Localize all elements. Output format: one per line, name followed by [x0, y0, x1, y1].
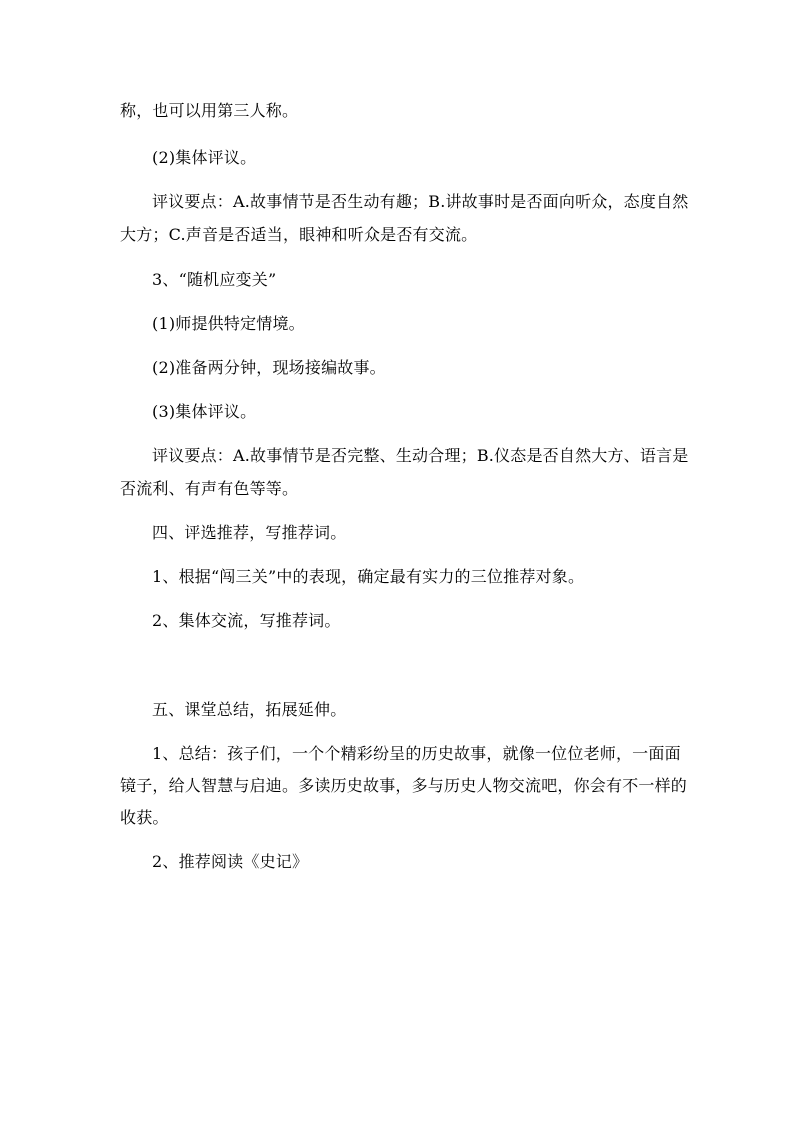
- paragraph-summary-line-2: 镜子，给人智慧与启迪。多读历史故事，多与历史人物交流吧，你会有不一样的: [120, 776, 688, 795]
- paragraph-recommended-reading: 2、推荐阅读《史记》: [152, 852, 309, 871]
- paragraph-review-points-1-line-2: 大方；C.声音是否适当，眼神和听众是否有交流。: [120, 225, 478, 244]
- paragraph-section-3-heading: 3、“随机应变关”: [152, 270, 277, 289]
- paragraph-review-points-2-line-2: 否流利、有声有色等等。: [120, 479, 299, 498]
- paragraph-review-points-2-line-1: 评议要点：A.故事情节是否完整、生动合理；B.仪态是否自然大方、语言是: [152, 446, 689, 465]
- paragraph-step-1: (1)师提供特定情境。: [152, 314, 305, 333]
- paragraph-review-points-1-line-1: 评议要点：A.故事情节是否生动有趣；B.讲故事时是否面向听众，态度自然: [152, 192, 689, 211]
- paragraph-summary-line-3: 收获。: [120, 808, 169, 827]
- paragraph-step-3: (3)集体评议。: [152, 402, 257, 421]
- paragraph-section-4-item-1: 1、根据“闯三关”中的表现，确定最有实力的三位推荐对象。: [152, 567, 585, 586]
- paragraph-section-4-heading: 四、评选推荐，写推荐词。: [152, 523, 347, 542]
- paragraph-collective-review-1: (2)集体评议。: [152, 148, 257, 167]
- paragraph-summary-line-1: 1、总结：孩子们，一个个精彩纷呈的历史故事，就像一位位老师，一面面: [152, 744, 681, 763]
- paragraph-section-5-heading: 五、课堂总结，拓展延伸。: [152, 700, 347, 719]
- paragraph-step-2: (2)准备两分钟，现场接编故事。: [152, 358, 386, 377]
- paragraph-section-4-item-2: 2、集体交流，写推荐词。: [152, 611, 341, 630]
- paragraph-continuation: 称，也可以用第三人称。: [120, 101, 299, 120]
